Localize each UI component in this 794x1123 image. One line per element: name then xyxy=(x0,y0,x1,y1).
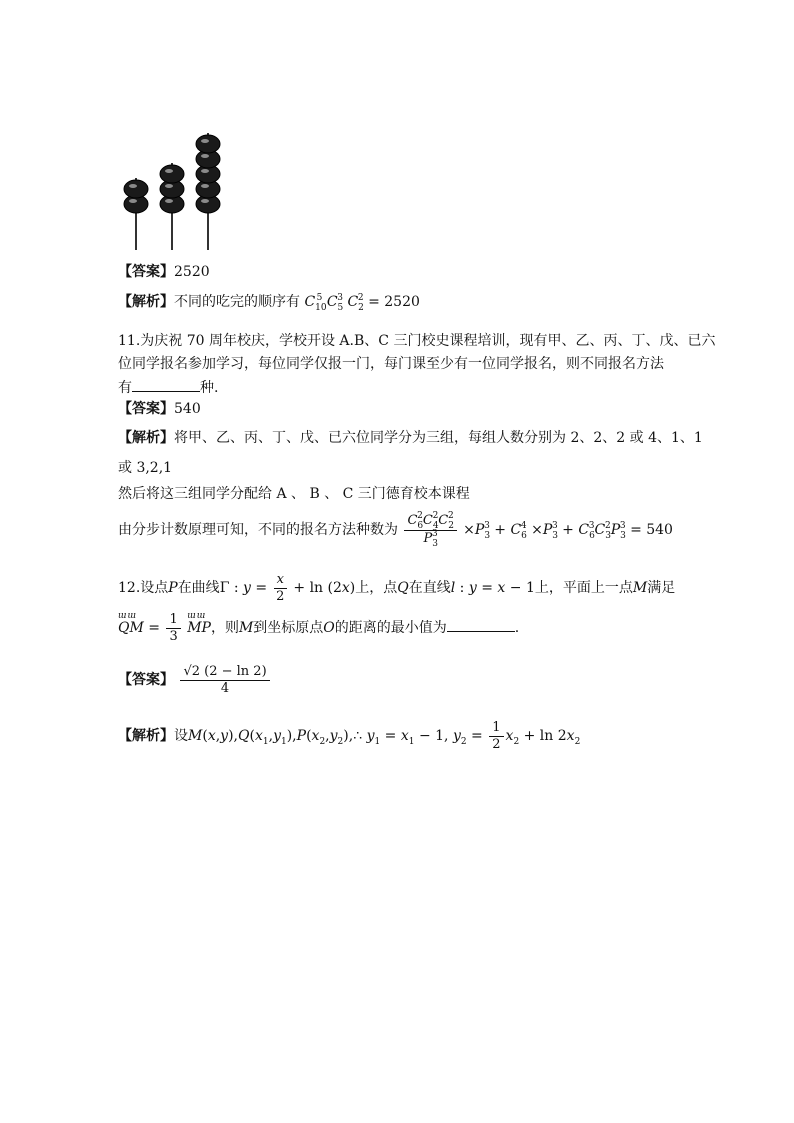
haw-highlight xyxy=(165,199,173,203)
haw-highlight xyxy=(165,184,173,188)
haw-ball xyxy=(160,165,184,183)
haw-ball xyxy=(196,135,220,153)
q12-text-line1: 12.设点P在曲线Γ : y = $\frac{x}{2}$ + ln (2x)上，点Q在直线l : y = x − 1上，平面上一点M满足 xyxy=(118,571,676,604)
analysis-label: 【解析】 xyxy=(118,294,174,310)
q11-text-line1: 11.为庆祝 70 周年校庆，学校开设 A.B、C 三门校史课程培训，现有甲、乙、丙、丁、戊、已六 xyxy=(118,333,716,349)
haw-highlight xyxy=(201,199,209,203)
q10-answer xyxy=(118,262,210,282)
q11-analysis-line1: 【解析】将甲、乙、丙、丁、戊、已六位同学分为三组，每组人数分别为 2、2、2 或 4、1、1 xyxy=(118,430,703,446)
q11-text-line3: 有 种. xyxy=(118,377,218,398)
haw-highlight xyxy=(129,199,137,203)
haw-ball xyxy=(124,180,148,198)
haw-highlight xyxy=(129,184,137,188)
q11-analysis-line4: 由分步计数原理可知，不同的报名方法种数为 $\frac{C_6^2C_4^2C_2^2}{P_3^3}$ $\times P_3^3 + C_6^4 \times P_3^3 + C_6^3C_3^2P_3^3 = 540$ xyxy=(118,510,673,549)
q12-answer: 【答案】 $\frac{√2 (2 - \ln 2)}{4}$ xyxy=(118,660,272,700)
answer-blank xyxy=(447,617,515,632)
q12-analysis: 【解析】设$M(x,y),Q(x_1,y_1),P(x_2,y_2),\therefore$ $y_1 = x_1 - 1$, $y_2$ = $\frac{1}{2}$ $x_2 + \ln 2x_2$ xyxy=(118,719,581,752)
q12-answer-fraction: $\frac{√2 (2 - \ln 2)}{4}$ xyxy=(180,664,269,697)
q10-analysis: 【解析】不同的吃完的顺序有 $C_{10}^5$ $C_5^3$ $C_2^2 = 2520$ xyxy=(118,293,420,313)
q12-text-line2: ɯɯ QM = $\frac{1}{3}$ ɯɯ MP，则M到坐标原点O的距离的最小值为 . xyxy=(118,611,520,644)
q11-answer-value: 540 xyxy=(174,401,201,417)
haw-highlight xyxy=(165,169,173,173)
q10-answer-value: 2520 xyxy=(174,264,210,280)
haw-highlight xyxy=(201,139,209,143)
answer-blank xyxy=(132,377,200,392)
q11-answer: 【答案】540 xyxy=(118,401,201,417)
answer-label: 【答案】 xyxy=(118,264,174,280)
q12-fraction-x2: $\frac{x}{2}$ xyxy=(274,572,287,605)
q11-analysis-line3: 然后将这三组同学分配给 A 、 B 、 C 三门德育校本课程 xyxy=(118,486,470,502)
q11-fraction: $\frac{C_6^2C_4^2C_2^2}{P_3^3}$ xyxy=(404,513,456,548)
haw-highlight xyxy=(201,184,209,188)
haw-highlight xyxy=(201,169,209,173)
candied-haws-skewers-icon xyxy=(118,100,230,252)
q11-text-line2: 位同学报名参加学习，每位同学仅报一门，每门课至少有一位同学报名，则不同报名方法 xyxy=(118,356,664,372)
q11-analysis-line2: 或 3,2,1 xyxy=(118,460,173,476)
haw-highlight xyxy=(201,154,209,158)
